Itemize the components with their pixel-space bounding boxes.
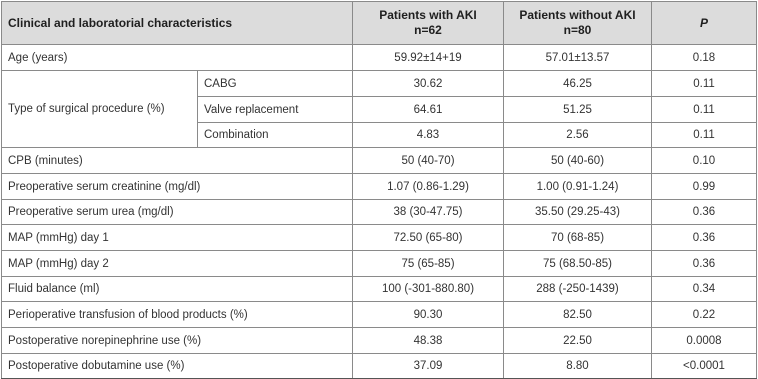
row-group-label: Type of surgical procedure (%) [2, 71, 198, 148]
row-label: Postoperative norepinephrine use (%) [2, 328, 353, 354]
row-label: Valve replacement [198, 97, 353, 123]
table-row [2, 148, 757, 174]
p-value: <0.0001 [652, 354, 757, 379]
row-label: Preoperative serum urea (mg/dl) [2, 200, 353, 225]
p-value: 0.0008 [652, 328, 757, 354]
characteristics-table [1, 1, 757, 379]
table-row [2, 225, 757, 251]
no-aki-value: 288 (-250-1439) [504, 277, 652, 302]
table-row [2, 251, 757, 277]
table-row [2, 354, 757, 379]
header-patients-without-aki [504, 2, 652, 45]
row-label: CPB (minutes) [2, 148, 353, 174]
header-noaki-title: Patients without AKI [519, 8, 636, 22]
p-value: 0.10 [652, 148, 757, 174]
p-value: 0.11 [652, 97, 757, 123]
aki-value: 4.83 [353, 123, 504, 148]
row-label: MAP (mmHg) day 2 [2, 251, 353, 277]
p-value: 0.36 [652, 200, 757, 225]
no-aki-value: 51.25 [504, 97, 652, 123]
p-value: 0.36 [652, 225, 757, 251]
aki-value: 72.50 (65-80) [353, 225, 504, 251]
no-aki-value: 1.00 (0.91-1.24) [504, 174, 652, 200]
aki-value: 90.30 [353, 302, 504, 328]
no-aki-value: 57.01±13.57 [504, 45, 652, 71]
row-label: Fluid balance (ml) [2, 277, 353, 302]
row-label: Preoperative serum creatinine (mg/dl) [2, 174, 353, 200]
p-value: 0.22 [652, 302, 757, 328]
row-label: CABG [198, 71, 353, 97]
header-p-value: P [652, 2, 757, 45]
aki-value: 64.61 [353, 97, 504, 123]
table-row [2, 200, 757, 225]
p-value: 0.11 [652, 123, 757, 148]
table-row [2, 174, 757, 200]
aki-value: 38 (30-47.75) [353, 200, 504, 225]
no-aki-value: 50 (40-60) [504, 148, 652, 174]
aki-value: 48.38 [353, 328, 504, 354]
row-label: Age (years) [2, 45, 353, 71]
table-row [2, 71, 757, 97]
p-value: 0.34 [652, 277, 757, 302]
aki-value: 100 (-301-880.80) [353, 277, 504, 302]
no-aki-value: 8.80 [504, 354, 652, 379]
table-row [2, 277, 757, 302]
no-aki-value: 70 (68-85) [504, 225, 652, 251]
aki-value: 75 (65-85) [353, 251, 504, 277]
header-patients-with-aki [353, 2, 504, 45]
p-value: 0.18 [652, 45, 757, 71]
table-row [2, 45, 757, 71]
header-aki-n: n=62 [414, 23, 442, 37]
aki-value: 1.07 (0.86-1.29) [353, 174, 504, 200]
no-aki-value: 82.50 [504, 302, 652, 328]
aki-value: 30.62 [353, 71, 504, 97]
no-aki-value: 35.50 (29.25-43) [504, 200, 652, 225]
p-value: 0.99 [652, 174, 757, 200]
table-row [2, 302, 757, 328]
row-label: Postoperative dobutamine use (%) [2, 354, 353, 379]
aki-value: 59.92±14+19 [353, 45, 504, 71]
row-label: Perioperative transfusion of blood products (%) [2, 302, 353, 328]
header-noaki-n: n=80 [563, 23, 592, 37]
table-row [2, 328, 757, 354]
header-characteristics: Clinical and laboratorial characteristics [2, 2, 353, 45]
header-aki-title: Patients with AKI [379, 8, 477, 22]
no-aki-value: 2.56 [504, 123, 652, 148]
no-aki-value: 75 (68.50-85) [504, 251, 652, 277]
row-label: MAP (mmHg) day 1 [2, 225, 353, 251]
aki-value: 50 (40-70) [353, 148, 504, 174]
row-label: Combination [198, 123, 353, 148]
aki-value: 37.09 [353, 354, 504, 379]
p-value: 0.36 [652, 251, 757, 277]
no-aki-value: 22.50 [504, 328, 652, 354]
no-aki-value: 46.25 [504, 71, 652, 97]
p-value: 0.11 [652, 71, 757, 97]
header-row [2, 2, 757, 45]
